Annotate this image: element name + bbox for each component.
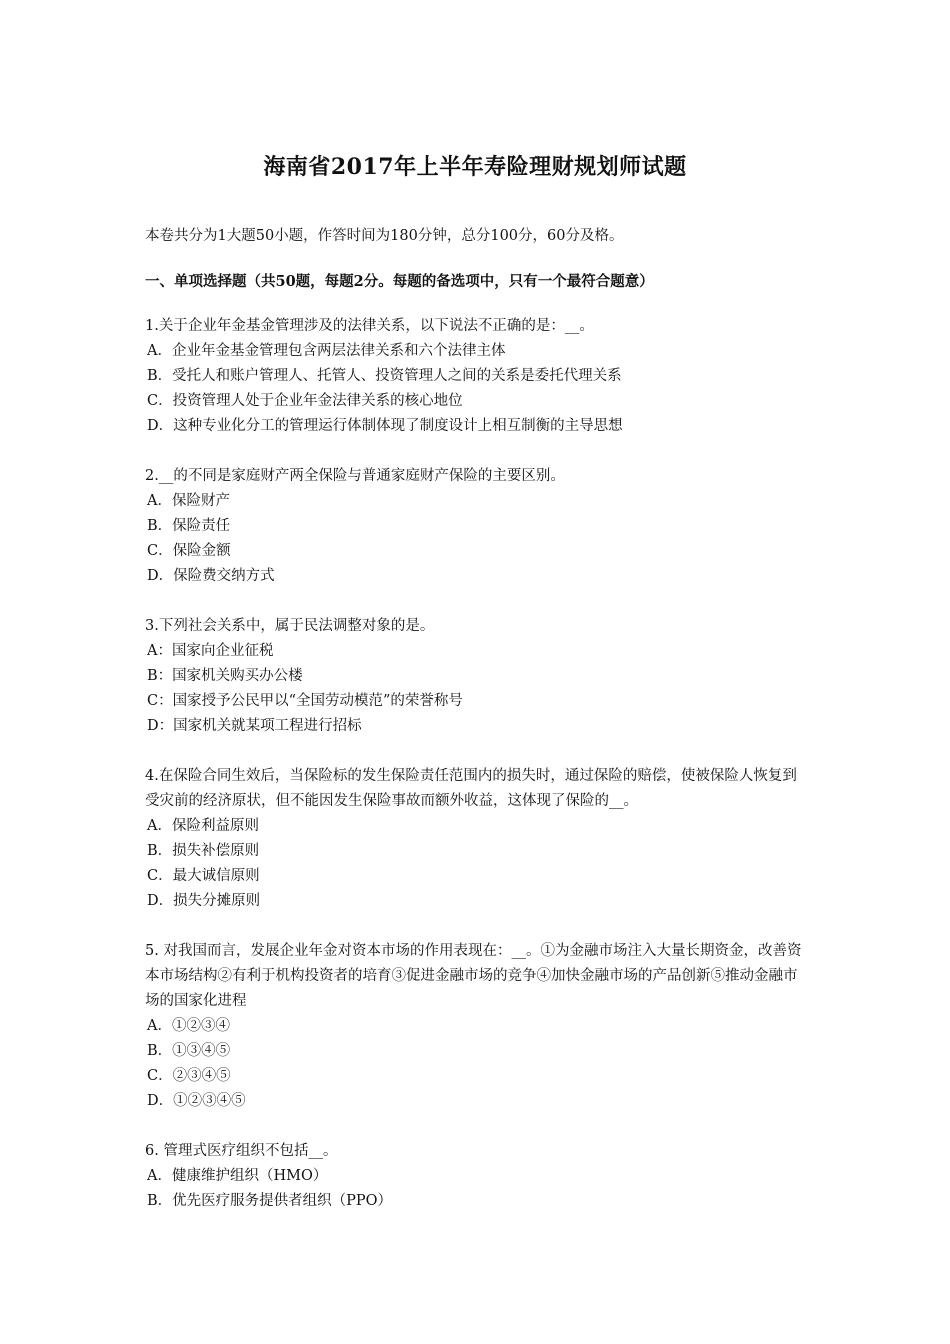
option-c: C．最大诚信原则: [147, 868, 260, 884]
option-b: B：国家机关购买办公楼: [147, 668, 303, 684]
option-c: C．投资管理人处于企业年金法律关系的核心地位: [147, 393, 463, 409]
option-d: D．①②③④⑤: [147, 1093, 246, 1109]
option-a: A．健康维护组织（HMO）: [147, 1168, 328, 1184]
question-5: [145, 939, 810, 1114]
question-stem: 4.在保险合同生效后，当保险标的发生保险责任范围内的损失时，通过保险的赔偿，使被保险人恢复到受灾前的经济原状，但不能因发生保险事故而额外收益，这体现了保险的__。: [145, 768, 797, 809]
question-stem: 1.关于企业年金基金管理涉及的法律关系，以下说法不正确的是：__。: [145, 318, 594, 334]
option-b: B．受托人和账户管理人、托管人、投资管理人之间的关系是委托代理关系: [147, 368, 622, 384]
option-a: A：国家向企业征税: [147, 643, 274, 659]
option-a: A．①②③④: [147, 1018, 230, 1034]
question-1: [145, 314, 810, 439]
question-3: [145, 614, 810, 739]
option-b: B．损失补偿原则: [147, 843, 260, 859]
option-a: A．保险利益原则: [147, 818, 259, 834]
question-stem: 5. 对我国而言，发展企业年金对资本市场的作用表现在：__。①为金融市场注入大量长期资金，改善资本市场结构②有利于机构投资者的培育③促进金融市场的竞争④加快金融市场的产品创新⑤推动金融市场的国家化进程: [145, 943, 802, 1009]
question-6: [145, 1139, 810, 1214]
option-d: D．保险费交纳方式: [147, 568, 275, 584]
option-b: B．优先医疗服务提供者组织（PPO）: [147, 1193, 393, 1209]
option-a: A．企业年金基金管理包含两层法律关系和六个法律主体: [147, 343, 506, 359]
option-a: A．保险财产: [147, 493, 230, 509]
document-body: [145, 224, 810, 1214]
option-b: B．①③④⑤: [147, 1043, 231, 1059]
section-heading: 一、单项选择题（共50题，每题2分。每题的备选项中，只有一个最符合题意）: [145, 273, 654, 290]
exam-intro: 本卷共分为1大题50小题，作答时间为180分钟，总分100分，60分及格。: [145, 228, 624, 244]
option-d: D．这种专业化分工的管理运行体制体现了制度设计上相互制衡的主导思想: [147, 418, 623, 434]
option-d: D．损失分摊原则: [147, 893, 261, 909]
option-c: C．保险金额: [147, 543, 231, 559]
option-d: D：国家机关就某项工程进行招标: [147, 718, 362, 734]
question-2: [145, 464, 810, 589]
question-4: [145, 764, 810, 914]
question-stem: 3.下列社会关系中，属于民法调整对象的是。: [145, 618, 435, 634]
question-stem: 2.__的不同是家庭财产两全保险与普通家庭财产保险的主要区别。: [145, 468, 565, 484]
question-stem: 6. 管理式医疗组织不包括__。: [145, 1143, 338, 1159]
option-c: C．②③④⑤: [147, 1068, 231, 1084]
document-title: 海南省2017年上半年寿险理财规划师试题: [263, 154, 687, 180]
option-c: C：国家授予公民甲以“全国劳动模范”的荣誉称号: [147, 693, 463, 709]
option-b: B．保险责任: [147, 518, 231, 534]
